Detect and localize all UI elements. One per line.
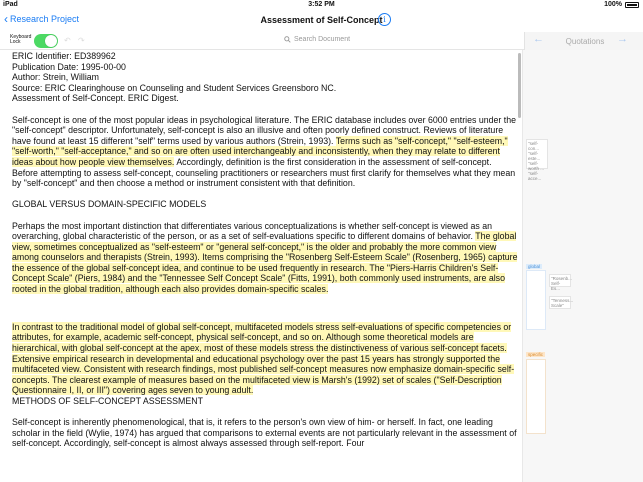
info-icon[interactable]: i	[378, 13, 391, 26]
back-button[interactable]	[4, 14, 79, 24]
quotations-bar	[524, 32, 643, 50]
author: Author: Strein, William	[12, 72, 100, 83]
code-tag-global[interactable]: global	[528, 264, 541, 269]
keyboard-lock-label-line1: Keyboard	[10, 34, 32, 40]
keyboard-lock-label	[10, 35, 31, 45]
search-field[interactable]	[284, 36, 350, 43]
document-title-line: Assessment of Self-Concept. ERIC Digest.	[12, 93, 179, 104]
back-button-label: Research Project	[10, 14, 80, 24]
paragraph-text: Self-concept is one of the most popular ideas in psychological literature. The ERIC database includes over 6000 entries under the "self-concept" descriptor. Unfortunately, self-concept is also an illusive and often poorly defined construct. Reviews of literature have found at least 15 different "self" terms used by various authors (Strein, 1993).	[12, 114, 516, 146]
search-icon	[284, 36, 291, 43]
highlight[interactable]: Terms such as "self-concept," "self-esteem," "self-worth," "self-acceptance," and so on are often used interchangeably and inconsistently, when they may relate to different ideas about how people view themselves.	[12, 135, 508, 167]
quotations-label: Quotations	[565, 37, 605, 46]
toggle-knob	[45, 35, 57, 47]
highlight[interactable]: In contrast to the traditional model of global self-concept, multifaceted models stress self-evaluations of specific competencies or attributes, for example, academic self-concept, physical self-concept, and so on. Although some theoretical models are hierarchical, with global self-concept at the apex, most of these models stress the distinctiveness of various self-concept facets. Extensive empirical research in developmental and educational psychology over the past 15 years has strongly supported the multifaceted view. Consistent with research findings, most published self-concept measures now emphasize domain-specific self-concepts. The clearest example of measures based on the multifaceted view is Marsh's (1992) set of scales ("Self-Description Questionnaire I, II, or III") covering ages seven to young adult.	[12, 321, 515, 396]
search-placeholder: Search Document	[294, 36, 351, 43]
code-bracket	[526, 359, 546, 434]
highlight[interactable]: The global view, sometimes conceptualized as "self-esteem" or "general self-concept," is the older and probably the more common view among counselors and therapists (Strein, 1993). Items comprising the "Rosenberg Self-Esteem Scale" (Rosenberg, 1965) capture the essence of the global self-concept idea, and continue to be used frequently in research. The "Piers-Harris Children's Self-Concept Scale" (Piers, 1984) and the "Tennessee Self Concept Scale" (Fitts, 1991), both commonly used instruments, are also rooted in the global tradition, although each also provides domain-specific scales.	[12, 231, 518, 295]
carrier-label: iPad	[3, 1, 18, 8]
section-heading: GLOBAL VERSUS DOMAIN-SPECIFIC MODELS	[12, 199, 207, 210]
battery-percent: 100%	[604, 1, 622, 8]
navigation-bar	[0, 10, 643, 32]
section-heading: METHODS OF SELF-CONCEPT ASSESSMENT	[12, 396, 203, 406]
undo-icon[interactable]: ↶	[64, 36, 71, 45]
scrollbar-thumb[interactable]	[518, 53, 521, 118]
keyboard-lock-label-line2: Lock	[10, 39, 21, 45]
paragraph-2	[12, 221, 518, 295]
publication-date: Publication Date: 1995-00-00	[12, 61, 126, 72]
code-bracket	[526, 270, 546, 330]
quotation-card[interactable]: "Tenness... Scale"	[551, 298, 574, 308]
status-right	[604, 1, 639, 8]
keyboard-lock-toggle[interactable]	[34, 34, 58, 48]
redo-icon[interactable]: ↷	[78, 36, 85, 45]
document-toolbar	[0, 32, 524, 50]
chevron-left-icon: ‹	[4, 12, 8, 26]
arrow-left-icon[interactable]: ←	[533, 33, 544, 45]
scrollbar[interactable]	[518, 51, 521, 482]
eric-identifier: ERIC Identifier: ED389962	[12, 51, 116, 61]
quotation-card[interactable]: "self-con... "self-este... "self-worth ... "self-acce...	[526, 139, 548, 169]
page-title: Assessment of Self-Concept	[260, 15, 383, 25]
status-time: 3:52 PM	[308, 1, 335, 8]
paragraph-1	[12, 115, 518, 189]
code-tag-specific[interactable]: specific	[528, 352, 544, 357]
paragraph-text: Perhaps the most important distinction that differentiates various conceptualizations is whether self-concept is viewed as an overarching, global characteristic of the person, or as a set of self-evaluations specific to different domains of behavior.	[12, 220, 493, 242]
status-bar	[0, 0, 643, 10]
paragraph-text: Accordingly, definition is the first consideration in the assessment of self-concept. Before attempting to assess self-concept, counseling practitioners or researchers must first clarify for themselves what they mean by "self-concept" and then choose a method or instrument consistent with that definition.	[12, 156, 516, 189]
document-header	[12, 51, 518, 104]
paragraph-4: Self-concept is inherently phenomenological, that is, it refers to the person's own view of him- or herself. In fact, one leading scholar in the field (Wylie, 1974) has argued that comparisons to external events are not particularly relevant in the assessment of self-concept. Accordingly, self-concept is almost always assessed through self-report. Four	[12, 417, 517, 449]
paragraph-3	[12, 322, 518, 396]
quotations-panel	[522, 50, 643, 482]
quotation-card[interactable]: "Rosenb... Self-Es...	[551, 276, 572, 291]
arrow-right-icon[interactable]: →	[617, 33, 628, 45]
battery-icon	[625, 2, 639, 8]
document-body[interactable]	[12, 51, 518, 460]
source: Source: ERIC Clearinghouse on Counseling and Student Services Greensboro NC.	[12, 82, 337, 93]
